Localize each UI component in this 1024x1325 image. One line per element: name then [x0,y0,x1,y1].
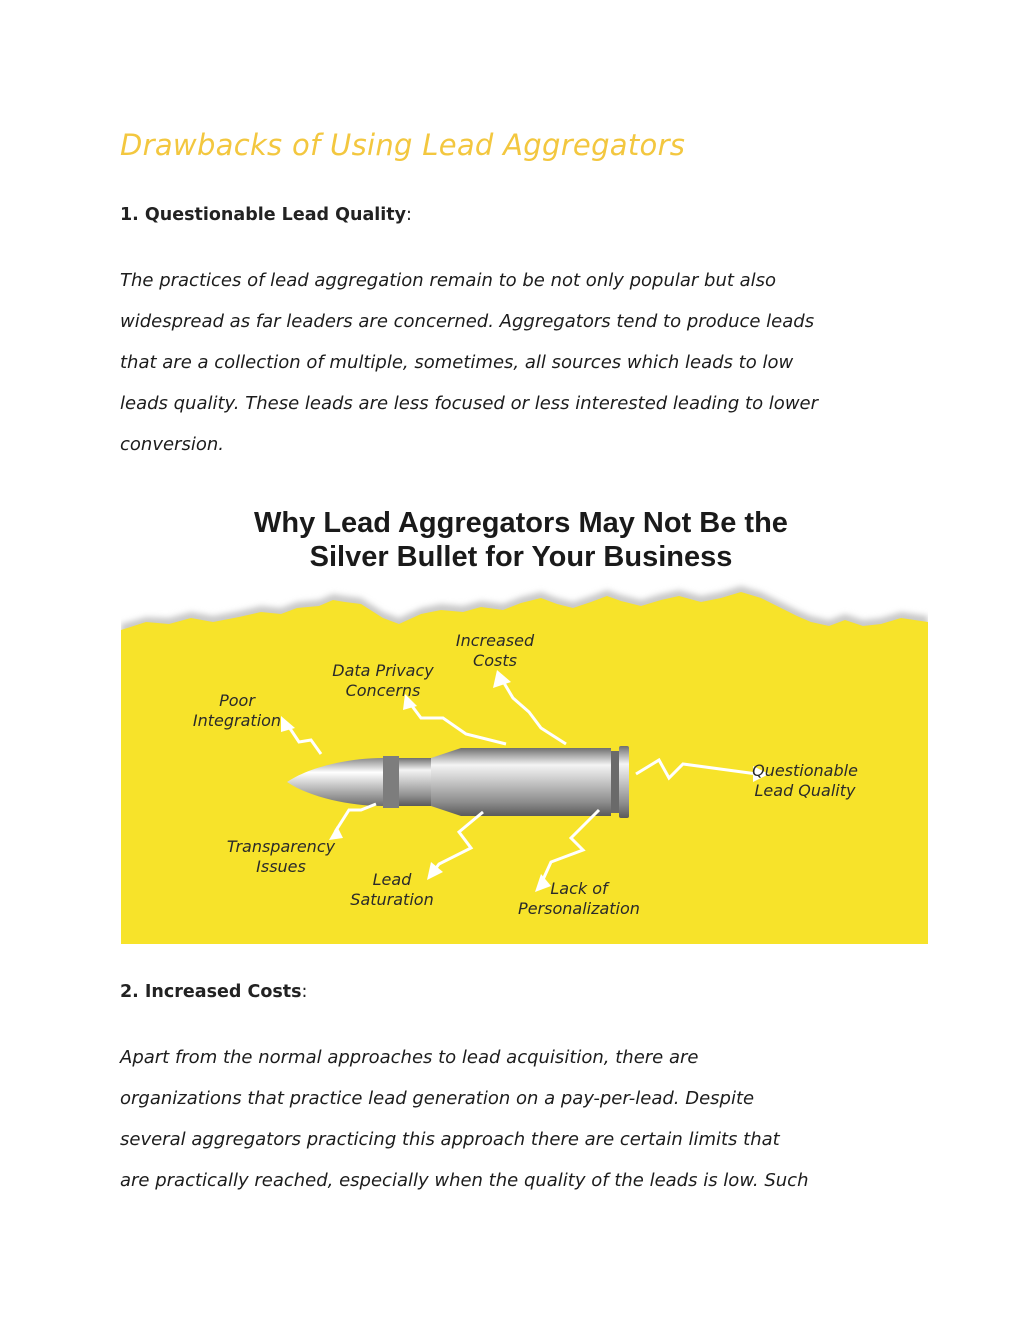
label-increased-costs-2: Costs [473,651,517,670]
paragraph-1 [120,260,920,465]
label-lead-saturation-1: Lead [372,870,412,889]
heading-colon: : [406,205,412,225]
label-lack-personalization-2: Personalization [518,899,640,918]
section-number: 2. [120,982,139,1002]
section-heading-text: Increased Costs [144,982,302,1002]
infographic-svg [121,492,928,944]
label-data-privacy-1: Data Privacy [332,661,434,680]
section-heading-1 [120,205,412,225]
page-title: Drawbacks of Using Lead Aggregators [120,128,686,162]
label-lack-personalization-1: Lack of [550,879,608,898]
paragraph-line: Apart from the normal approaches to lead acquisition, there are [120,1047,699,1068]
section-heading-2 [120,982,307,1002]
figure-title-line2: Silver Bullet for Your Business [309,541,733,573]
paragraph-line: that are a collection of multiple, sometimes, all sources which leads to low [120,352,794,373]
paragraph-line: several aggregators practicing this approach there are certain limits that [120,1129,780,1150]
label-poor-integration-2: Integration [192,711,282,730]
paragraph-line: organizations that practice lead generation on a pay-per-lead. Despite [120,1088,755,1109]
section-heading-text: Questionable Lead Quality [144,205,407,225]
heading-colon: : [301,982,308,1002]
section-number: 1. [120,205,139,225]
label-increased-costs-1: Increased [455,631,535,650]
label-transparency-2: Issues [256,857,306,876]
paragraph-line: conversion. [120,434,224,455]
infographic-figure [121,492,928,944]
paragraph-line: widespread as far leaders are concerned. Aggregators tend to produce leads [120,311,815,332]
label-questionable-quality-1: Questionable [752,761,858,780]
paragraph-line: are practically reached, especially when the quality of the leads is low. Such [120,1170,809,1191]
label-poor-integration-1: Poor [219,691,255,710]
figure-title-line1: Why Lead Aggregators May Not Be the [254,507,788,539]
label-questionable-quality-2: Lead Quality [754,781,856,800]
label-data-privacy-2: Concerns [345,681,421,700]
paragraph-line: The practices of lead aggregation remain to be not only popular but also [120,270,777,291]
label-transparency-1: Transparency [226,837,336,856]
label-lead-saturation-2: Saturation [350,890,434,909]
paragraph-line: leads quality. These leads are less focused or less interested leading to lower [120,393,819,414]
paragraph-2 [120,1037,920,1201]
